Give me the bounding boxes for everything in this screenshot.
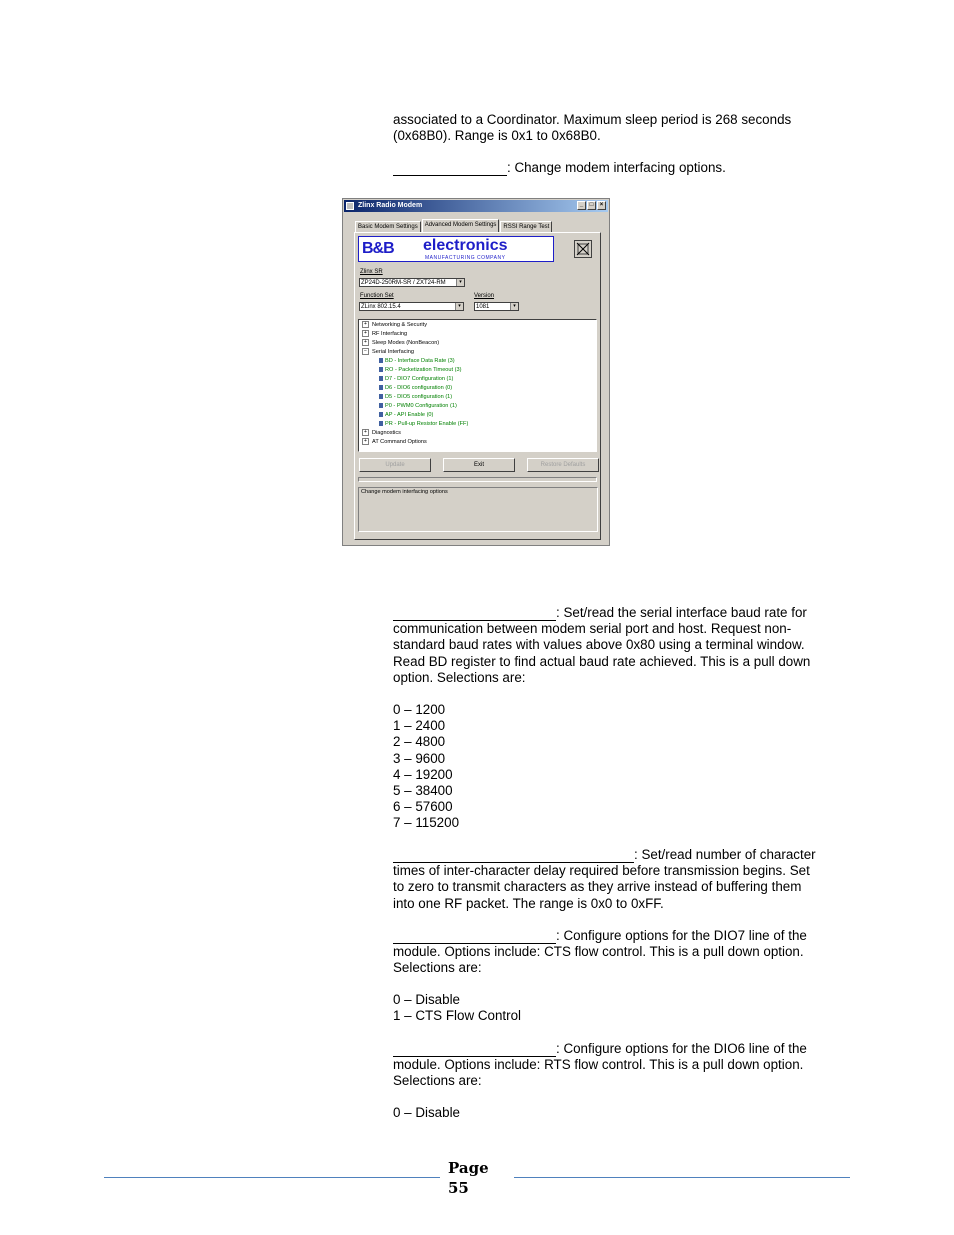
intro-line-2: (0x68B0). Range is 0x1 to 0x68B0. bbox=[393, 128, 601, 144]
ro-paragraph bbox=[393, 847, 838, 912]
tree-item-d5[interactable] bbox=[379, 393, 452, 401]
expand-icon[interactable]: + bbox=[362, 321, 369, 328]
expand-icon[interactable]: + bbox=[362, 429, 369, 436]
d6-line-1: : Configure options for the DIO6 line of the bbox=[556, 1041, 807, 1056]
version-value: 1081 bbox=[476, 304, 490, 310]
param-icon bbox=[379, 403, 383, 408]
serial-interfacing-paragraph bbox=[393, 160, 838, 176]
function-set-value: ZLinx 802.15.4 bbox=[361, 304, 401, 310]
expand-icon[interactable]: + bbox=[362, 339, 369, 346]
update-button[interactable]: Update bbox=[359, 458, 431, 472]
tree-item-label: P0 - PWM0 Configuration (1) bbox=[385, 403, 457, 409]
d6-paragraph bbox=[393, 1041, 838, 1090]
tree-item-p0[interactable] bbox=[379, 402, 457, 410]
list-item: 1 – 2400 bbox=[393, 718, 446, 734]
logo-electronics: electronics bbox=[423, 237, 508, 254]
tree-item-d6[interactable] bbox=[379, 384, 452, 392]
tree-item-label: PR - Pull-up Resistor Enable (FF) bbox=[385, 421, 469, 427]
chevron-down-icon: ▾ bbox=[456, 279, 464, 286]
close-button[interactable]: × bbox=[597, 201, 606, 210]
tab-strip bbox=[355, 221, 553, 232]
page-number-block bbox=[448, 1158, 489, 1198]
list-item: 7 – 115200 bbox=[393, 815, 460, 831]
serial-interfacing-desc: : Change modem interfacing options. bbox=[507, 160, 726, 175]
bb-electronics-logo bbox=[358, 236, 554, 262]
tree-item-rf-interfacing[interactable] bbox=[362, 330, 407, 338]
d6-line-2: module. Options include: RTS flow control. This is a pull down option. bbox=[393, 1057, 804, 1073]
tree-item-pr[interactable] bbox=[379, 420, 468, 428]
footer-rule-right bbox=[514, 1177, 850, 1178]
tree-item-label: AP - API Enable (0) bbox=[385, 412, 434, 418]
list-item: 5 – 38400 bbox=[393, 783, 453, 799]
param-icon bbox=[379, 412, 383, 417]
function-set-label: Function Set bbox=[360, 293, 394, 299]
tree-item-at-command-options[interactable] bbox=[362, 438, 427, 446]
heading-underline bbox=[393, 929, 556, 944]
window-titlebar bbox=[344, 200, 608, 212]
tree-item-label: AT Command Options bbox=[372, 439, 427, 445]
disconnected-icon bbox=[574, 240, 592, 258]
tree-item-sleep-modes[interactable] bbox=[362, 339, 439, 347]
list-item: 6 – 57600 bbox=[393, 799, 453, 815]
tree-item-ap[interactable] bbox=[379, 411, 433, 419]
tree-item-bd[interactable] bbox=[379, 357, 455, 365]
page-number: 55 bbox=[448, 1179, 469, 1197]
d7-line-1: : Configure options for the DIO7 line of the bbox=[556, 928, 807, 943]
window-title: Zlinx Radio Modem bbox=[358, 202, 423, 209]
d7-paragraph bbox=[393, 928, 838, 977]
tree-item-serial-interfacing[interactable] bbox=[362, 348, 414, 356]
tree-item-label: RF Interfacing bbox=[372, 331, 408, 337]
app-icon bbox=[346, 202, 354, 210]
baud-rate-list bbox=[393, 702, 459, 832]
d7-line-2: module. Options include: CTS flow control. This is a pull down option. bbox=[393, 944, 804, 960]
restore-defaults-button[interactable]: Restore Defaults bbox=[527, 458, 599, 472]
minimize-button[interactable]: _ bbox=[577, 201, 586, 210]
list-item: 0 – 1200 bbox=[393, 702, 446, 717]
bd-line-4: Read BD register to find actual baud rate achieved. This is a pull down bbox=[393, 653, 811, 669]
progress-bar bbox=[358, 477, 597, 482]
list-item: 0 – Disable bbox=[393, 992, 460, 1007]
param-icon bbox=[379, 358, 383, 363]
heading-underline bbox=[393, 606, 556, 621]
heading-underline bbox=[393, 161, 507, 176]
bd-line-1: : Set/read the serial interface baud rate for bbox=[556, 605, 807, 620]
ro-line-2: times of inter-character delay required before transmission begins. Set bbox=[393, 863, 810, 879]
zlinx-model-value: ZP24D-250RM-SR / ZXT24-RM bbox=[361, 280, 446, 286]
bd-paragraph bbox=[393, 605, 838, 686]
logo-bb: B&B bbox=[362, 240, 394, 257]
tab-advanced-modem-settings[interactable]: Advanced Modem Settings bbox=[422, 219, 500, 233]
list-item: 3 – 9600 bbox=[393, 750, 446, 766]
tree-item-diagnostics[interactable] bbox=[362, 429, 401, 437]
zlinx-label: Zlinx SR bbox=[360, 269, 383, 275]
param-icon bbox=[379, 385, 383, 390]
heading-underline bbox=[393, 1042, 556, 1057]
tree-item-label-selected: Serial Interfacing bbox=[372, 349, 414, 355]
footer-rule-left bbox=[104, 1177, 440, 1178]
intro-line-1: associated to a Coordinator. Maximum sleep period is 268 seconds bbox=[393, 112, 792, 127]
tree-item-label: D7 - DIO7 Configuration (1) bbox=[385, 376, 454, 382]
tree-item-d7[interactable] bbox=[379, 375, 453, 383]
bd-line-2: communication between modem serial port and host. Request non- bbox=[393, 621, 792, 637]
chevron-down-icon: ▾ bbox=[455, 303, 463, 310]
tree-item-label: Sleep Modes (NonBeacon) bbox=[372, 340, 440, 346]
bd-line-5: option. Selections are: bbox=[393, 669, 526, 685]
tree-item-label: RO - Packetization Timeout (3) bbox=[385, 367, 462, 373]
zlinx-window-screenshot bbox=[342, 198, 610, 546]
list-item: 0 – Disable bbox=[393, 1105, 460, 1120]
list-item: 4 – 19200 bbox=[393, 766, 453, 782]
version-select[interactable] bbox=[474, 302, 519, 311]
tree-item-label: D6 - DIO6 configuration (0) bbox=[385, 385, 453, 391]
intro-paragraph bbox=[393, 112, 838, 144]
tab-basic-modem-settings[interactable]: Basic Modem Settings bbox=[355, 221, 421, 233]
tree-item-networking-security[interactable] bbox=[362, 321, 427, 329]
ro-line-4: into one RF packet. The range is 0x0 to 0xFF. bbox=[393, 895, 664, 911]
zlinx-model-select[interactable] bbox=[359, 278, 465, 287]
settings-tree bbox=[358, 319, 597, 452]
exit-button[interactable]: Exit bbox=[443, 458, 515, 472]
logo-mfg: MANUFACTURING COMPANY bbox=[425, 255, 506, 261]
version-label: Version bbox=[474, 293, 495, 299]
tree-item-ro[interactable] bbox=[379, 366, 461, 374]
ro-line-3: to zero to transmit characters as they arrive instead of buffering them bbox=[393, 879, 802, 895]
bd-line-3: standard baud rates with values above 0x80 using a terminal window. bbox=[393, 637, 805, 653]
list-item: 1 – CTS Flow Control bbox=[393, 1008, 521, 1024]
chevron-down-icon: ▾ bbox=[510, 303, 518, 310]
list-item: 2 – 4800 bbox=[393, 734, 446, 750]
collapse-icon[interactable]: − bbox=[362, 348, 369, 355]
heading-underline bbox=[393, 848, 634, 863]
expand-icon[interactable]: + bbox=[362, 330, 369, 337]
tab-rssi-range-test[interactable]: RSSI Range Test bbox=[500, 221, 552, 233]
param-icon bbox=[379, 367, 383, 372]
param-icon bbox=[379, 394, 383, 399]
d6-options-list bbox=[393, 1105, 460, 1121]
status-box: Change modem interfacing options bbox=[358, 487, 598, 532]
d7-options-list bbox=[393, 992, 521, 1024]
tree-item-label: D5 - DIO5 configuration (1) bbox=[385, 394, 453, 400]
function-set-select[interactable] bbox=[359, 302, 464, 311]
tree-item-label: Diagnostics bbox=[372, 430, 401, 436]
ro-line-1: : Set/read number of character bbox=[634, 847, 816, 862]
tree-item-label: BD - Interface Data Rate (3) bbox=[385, 358, 455, 364]
d7-line-3: Selections are: bbox=[393, 960, 482, 976]
tree-item-label: Networking & Security bbox=[372, 322, 428, 328]
param-icon bbox=[379, 376, 383, 381]
param-icon bbox=[379, 421, 383, 426]
expand-icon[interactable]: + bbox=[362, 438, 369, 445]
d6-line-3: Selections are: bbox=[393, 1073, 482, 1089]
maximize-button[interactable]: □ bbox=[587, 201, 596, 210]
page-word: Page bbox=[448, 1159, 489, 1177]
